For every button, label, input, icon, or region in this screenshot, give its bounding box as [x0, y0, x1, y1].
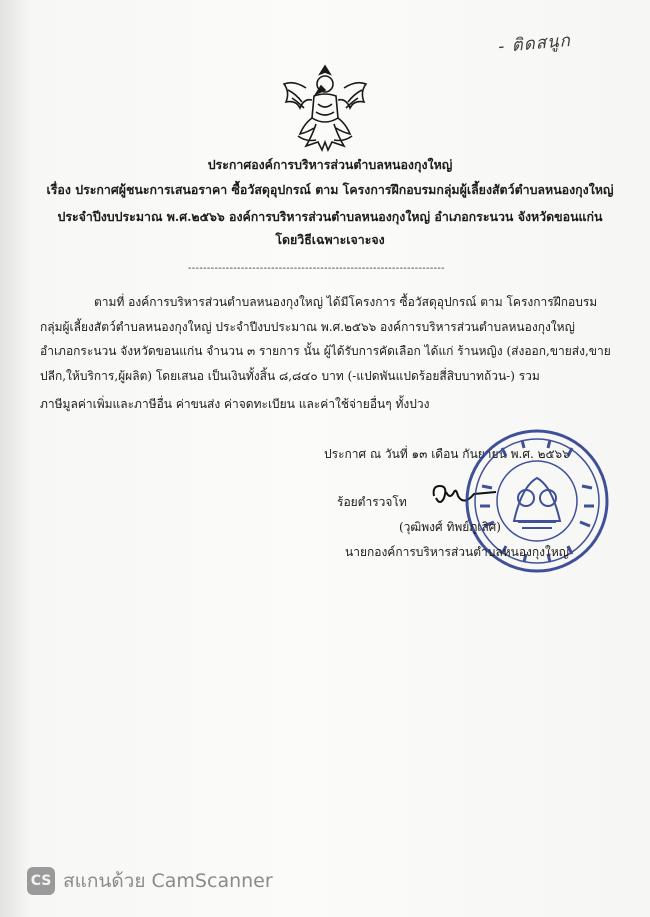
procurement-method: โดยวิธีเฉพาะเจาะจง — [275, 232, 385, 247]
announcement-subject-cont: ประจำปีงบประมาณ พ.ศ.๒๕๖๖ องค์การบริหารส่วนตำบลหนองกุงใหญ่ อำเภอกระนวน จังหวัดขอนแก่น — [57, 209, 603, 224]
garuda-emblem — [276, 62, 374, 154]
camscanner-label: สแกนด้วย CamScanner — [63, 870, 273, 892]
section-divider: -------------------------------------------------------------------- — [188, 263, 445, 274]
signer-rank: ร้อยตำรวจโท — [337, 495, 407, 509]
camscanner-watermark — [27, 866, 273, 896]
announcement-subject: เรื่อง ประกาศผู้ชนะการเสนอราคา ซื้อวัสดุอุปกรณ์ ตาม โครงการฝึกอบรมกลุ่มผู้เลี้ยงสัตว์ตำบลหนองกุงใหญ่ — [46, 182, 614, 197]
body-line-2: กลุ่มผู้เลี้ยงสัตว์ตำบลหนองกุงใหญ่ ประจำปีงบประมาณ พ.ศ.๒๕๖๖ องค์การบริหารส่วนตำบลหนองกุงใหญ่ — [40, 320, 575, 334]
body-line-5: ภาษีมูลค่าเพิ่มและภาษีอื่น ค่าขนส่ง ค่าจดทะเบียน และค่าใช้จ่ายอื่นๆ ทั้งปวง — [40, 397, 430, 411]
body-line-3: อำเภอกระนวน จังหวัดขอนแก่น จำนวน ๓ รายการ นั้น ผู้ได้รับการคัดเลือก ได้แก่ ร้านหญิง (ส่งออก,ขายส่ง,ขาย — [40, 344, 611, 358]
signer-name: (วุฒิพงศ์ ทิพย์ภูเลิศ) — [399, 520, 501, 534]
camscanner-icon: CS — [27, 867, 55, 895]
announcement-title: ประกาศองค์การบริหารส่วนตำบลหนองกุงใหญ่ — [207, 157, 453, 172]
announcement-date: ประกาศ ณ วันที่ ๑๓ เดือน กันยายน พ.ศ. ๒๕๖๖ — [324, 447, 570, 461]
body-line-4: ปลีก,ให้บริการ,ผู้ผลิต) โดยเสนอ เป็นเงินทั้งสิ้น ๘,๘๔๐ บาท (-แปดพันแปดร้อยสี่สิบบาทถ้วน-) รวม — [40, 369, 540, 383]
handwritten-note: - ติดสนูก — [497, 30, 572, 58]
body-line-1: ตามที่ องค์การบริหารส่วนตำบลหนองกุงใหญ่ ได้มีโครงการ ซื้อวัสดุอุปกรณ์ ตาม โครงการฝึกอบรม — [94, 295, 598, 309]
signer-position: นายกองค์การบริหารส่วนตำบลหนองกุงใหญ่ — [345, 545, 570, 559]
